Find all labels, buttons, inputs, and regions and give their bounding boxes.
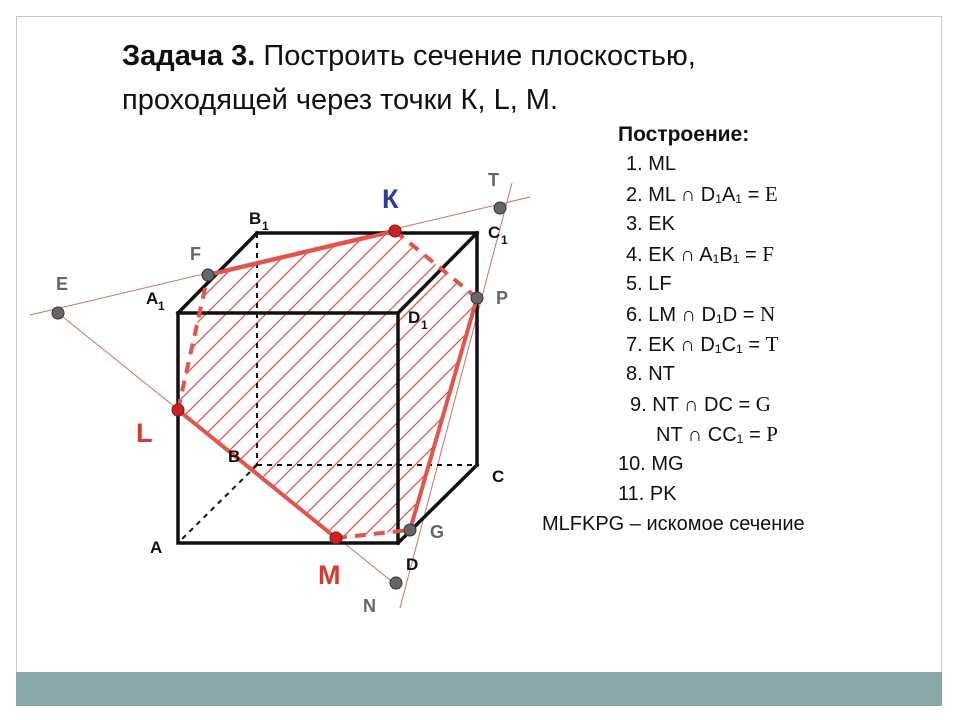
section-side-lf xyxy=(178,275,208,410)
step-text: 5. LF xyxy=(626,273,672,295)
hatch-line xyxy=(100,0,800,700)
step-result-point: P xyxy=(766,422,778,446)
section-side-pg xyxy=(410,298,477,530)
hatch-line xyxy=(0,0,480,700)
hatch-line xyxy=(0,0,440,700)
label-c1-sub: 1 xyxy=(501,233,508,247)
hatch-line xyxy=(380,0,960,700)
hatch-line xyxy=(80,0,780,700)
label-a1: A xyxy=(146,289,159,308)
step-text: 4. EK ∩ A₁B₁ = xyxy=(626,244,763,266)
step-result-point: F xyxy=(762,242,774,266)
hatch-line xyxy=(0,0,340,700)
step-text: 6. LM ∩ D₁D = xyxy=(626,304,760,326)
hatch-line xyxy=(220,0,920,700)
hatch-line xyxy=(240,0,940,700)
step-text: 11. PK xyxy=(618,483,677,505)
hatch-line xyxy=(0,0,320,700)
step-text: 9. NT ∩ DC = xyxy=(630,394,756,416)
label-n: N xyxy=(363,596,376,616)
hatch-line xyxy=(180,0,880,700)
label-c: C xyxy=(492,467,505,486)
label-b1: B xyxy=(249,209,262,228)
label-l: L xyxy=(136,418,153,448)
title-text: Построить сечение плоскостью, xyxy=(255,40,696,72)
hatch-line xyxy=(340,0,960,700)
step-text: 10. MG xyxy=(618,453,684,475)
label-e: E xyxy=(56,274,69,294)
label-a: A xyxy=(150,538,163,557)
label-d: D xyxy=(406,555,419,574)
hatch-line xyxy=(140,0,840,700)
hatch-line xyxy=(60,0,763,700)
step-result-point: G xyxy=(755,392,771,416)
hatch-line xyxy=(0,0,300,700)
result-text: MLFKPG – искомое сечение xyxy=(542,513,805,535)
step-text: 8. NT xyxy=(626,363,675,385)
label-k: К xyxy=(382,184,399,214)
hatch-line xyxy=(200,0,900,700)
point-e xyxy=(52,307,64,319)
step-result-point: T xyxy=(765,332,779,356)
section-side-ml xyxy=(178,410,336,538)
point-p xyxy=(471,292,483,304)
label-d1-sub: 1 xyxy=(421,318,428,332)
label-g: G xyxy=(430,522,445,542)
hatch-line xyxy=(400,0,960,700)
hatch-line xyxy=(0,0,360,700)
label-c1: C xyxy=(488,223,501,242)
point-f xyxy=(202,269,214,281)
bottom-bar xyxy=(16,672,942,706)
construction-heading: Построение: xyxy=(618,123,750,146)
point-g xyxy=(404,524,416,536)
hatch-line xyxy=(120,0,820,700)
step-text: 3. EK xyxy=(626,213,675,235)
point-k xyxy=(389,225,401,237)
hatch-line xyxy=(320,0,960,700)
step-text: 1. ML xyxy=(626,153,677,175)
label-b: B xyxy=(228,447,241,466)
front-face xyxy=(178,313,398,543)
step-text: 2. ML ∩ D₁A₁ = xyxy=(626,184,765,206)
label-t: T xyxy=(488,170,499,190)
point-l xyxy=(172,404,184,416)
point-m xyxy=(330,532,342,544)
label-f: F xyxy=(190,244,201,264)
title-bold: Задача 3. xyxy=(122,40,256,72)
step-text: NT ∩ CC₁ = xyxy=(656,424,767,446)
step-result-point: E xyxy=(764,182,778,206)
step-text: 7. EK ∩ D₁C₁ = xyxy=(626,334,766,356)
label-a1-sub: 1 xyxy=(158,299,165,313)
point-t xyxy=(494,202,506,214)
hatch-line xyxy=(40,0,740,700)
edge-ab xyxy=(178,465,257,543)
step-result-point: N xyxy=(759,302,776,326)
point-n xyxy=(390,577,402,589)
label-p: P xyxy=(496,288,509,308)
hatch-line xyxy=(0,0,400,700)
construction-labels xyxy=(56,170,508,616)
label-d1: D xyxy=(408,308,421,327)
label-b1-sub: 1 xyxy=(262,219,269,233)
hatch-line xyxy=(20,0,720,700)
hatch-line xyxy=(280,0,960,700)
hatch-line xyxy=(160,0,860,700)
hatch-line xyxy=(260,0,960,700)
label-m: M xyxy=(318,560,341,590)
title-line2: проходящей через точки К, L, М. xyxy=(122,84,559,116)
